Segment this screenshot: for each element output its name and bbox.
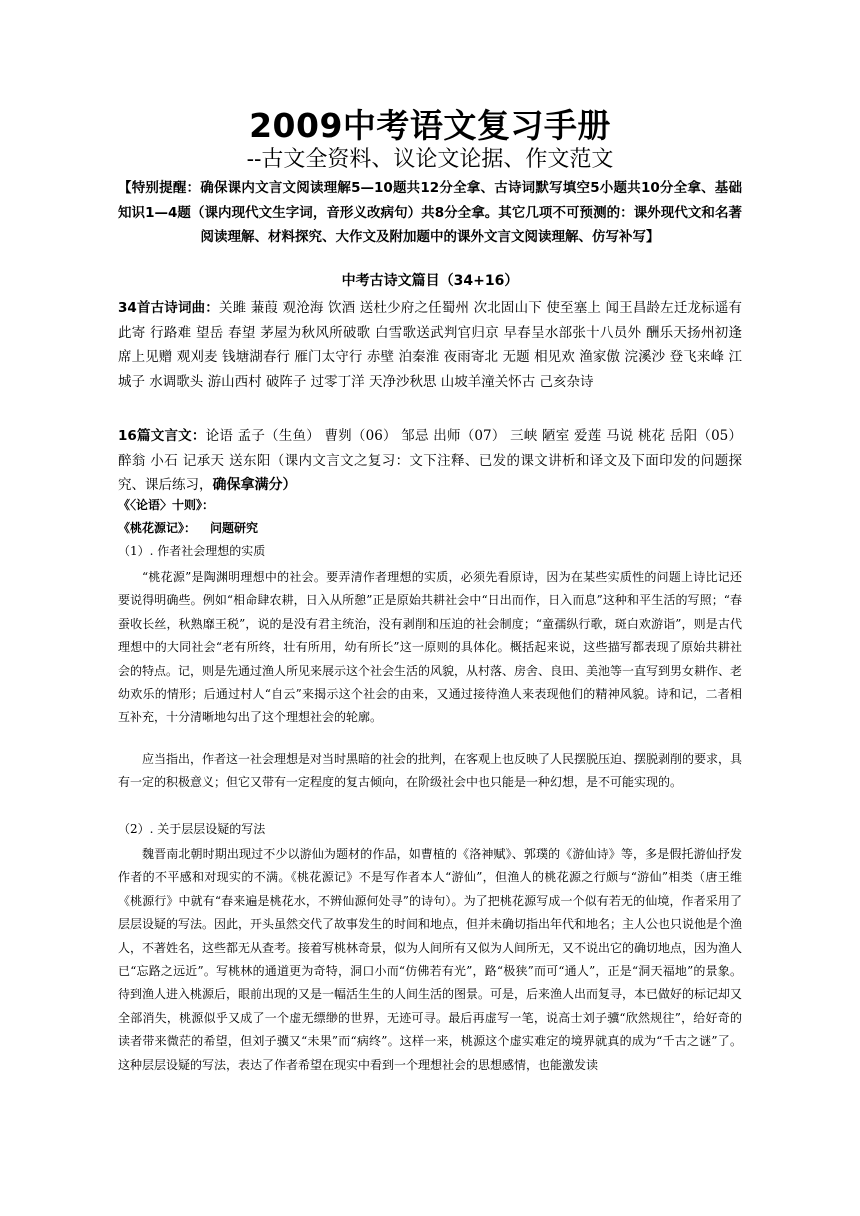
special-notice — [118, 176, 742, 250]
taohua-heading — [118, 518, 742, 538]
lunyu-heading: 《〈论语〉十则》： — [118, 498, 215, 512]
taohua-title: 《桃花源记》： — [118, 521, 197, 535]
poems-list-block — [118, 296, 742, 394]
paragraph-3: 魏晋南北朝时期出现过不少以游仙为题材的作品，如曹植的《洛神赋》、郭璞的《游仙诗》等，多是假托游仙抒发作者的不平感和对现实的不满。《桃花源记》不是写作者本人“游仙”，但渔人的桃花源之行颇与“游仙”相类（唐王维《桃源行》中就有“春来遍是桃花水，不辨仙源何处寻”的诗句）。为了把桃花源写成一个似有若无的仙境，作者采用了层层设疑的写法。因此，开头虽然交代了故事发生的时间和地点，但并未确切指出年代和地名；主人公也只说他是个渔人，不著姓名，这些都无从查考。接着写桃林奇景，似为人间所有又似为人间所无，又不说出它的确切地点，因为渔人已“忘路之远近”。写桃林的通道更为奇特，洞口小而“仿佛若有光”，路“极狭”而可“通人”，正是“洞天福地”的景象。待到渔人进入桃源后，眼前出现的又是一幅活生生的人间生活的图景。可是，后来渔人出而复寻，本已做好的标记却又全部消失，桃源似乎又成了一个虚无缥缈的世界，无迹可寻。最后再虚写一笔，说高士刘子骥“欣然规往”，给好奇的读者带来微茫的希望，但刘子骥又“未果”而“病终”。这样一来，桃源这个虚实难定的境界就真的成为“千古之谜”了。这种层层设疑的写法，表达了作者希望在现实中看到一个理想社会的思想感情，也能激发读 — [118, 847, 743, 1072]
doc-title: 2009中考语文复习手册 — [249, 106, 611, 145]
prose-list-block — [118, 424, 742, 498]
prose-list: 论语 孟子（生鱼） 曹刿（06） 邹忌 出师（07） 三峡 陋室 爱莲 马说 桃花 岳阳（05） 醉翁 小石 记承天 送东阳（课内文言文之复习：文下注释、已发的课文讲析和译文及下面印发的问题探究、课后练习， — [118, 428, 742, 493]
paragraph-1: “桃花源”是陶渊明理想中的社会。要弄清作者理想的实质，必须先看原诗，因为在某些实质性的问题上诗比记还要说得明确些。例如“相命肆农耕，日入从所憩”正是原始共耕社会中“日出而作，日入而息”这种和平生活的写照；“春蚕收长丝，秋熟靡王税”，说的是没有君主统治，没有剥削和压迫的社会制度；“童孺纵行歌，斑白欢游诣”，则是古代理想中的大同社会“老有所终，壮有所用，幼有所长”这一原则的具体化。概括起来说，这些描写都表现了原始共耕社会的特点。记，则是先通过渔人所见来展示这个社会生活的风貌，从村落、房舍、良田、美池等一直写到男女耕作、老幼欢乐的情形；后通过村人“自云”来揭示这个社会的由来，又通过接待渔人来表现他们的精神风貌。诗和记，二者相互补充，十分清晰地勾出了这个理想社会的轮廓。 — [118, 570, 743, 725]
section-heading: 中考古诗文篇目（34+16） — [341, 273, 519, 289]
prose-lead: 16篇文言文： — [118, 428, 206, 444]
poems-lead: 34首古诗词曲： — [118, 300, 219, 316]
prose-emphasis: 确保拿满分） — [212, 477, 297, 493]
doc-subtitle: --古文全资料、议论文论据、作文范文 — [246, 147, 614, 172]
special-notice-text: 【特别提醒：确保课内文言文阅读理解5—10题共12分全拿、古诗词默写填空5小题共10分全拿、基础知识1—4题（课内现代文生字词，音形义改病句）共8分全拿。其它几项不可预测的：课外现代文和名著阅读理解、材料探究、大作文及附加题中的课外文言文阅读理解、仿写补写】 — [118, 180, 742, 245]
poems-list: 关雎 蒹葭 观沧海 饮酒 送杜少府之任蜀州 次北固山下 使至塞上 闻王昌龄左迁龙标遥有此寄 行路难 望岳 春望 茅屋为秋风所破歌 白雪歌送武判官归京 早春呈水部张十八员外 酬乐天扬州初逢席上见赠 观刈麦 钱塘湖春行 雁门太守行 赤壁 泊秦淮 夜雨寄北 无题 相见欢 渔家傲 浣溪沙 登飞来峰 江城子 水调歌头 游山西村 破阵子 过零丁洋 天净沙秋思 山坡羊潼关怀古 己亥杂诗 — [118, 300, 742, 390]
paragraph-2: 应当指出，作者这一社会理想是对当时黑暗的社会的批判，在客观上也反映了人民摆脱压迫、摆脱剥削的要求，具有一定的积极意义；但它又带有一定程度的复古倾向，在阶级社会中也只能是一种幻想，是不可能实现的。 — [118, 752, 743, 790]
taohua-question-label: 问题研究 — [210, 521, 259, 535]
subsection-2-heading: （2）. 关于层层设疑的写法 — [118, 822, 266, 836]
subsection-1-heading: （1）. 作者社会理想的实质 — [118, 544, 266, 558]
